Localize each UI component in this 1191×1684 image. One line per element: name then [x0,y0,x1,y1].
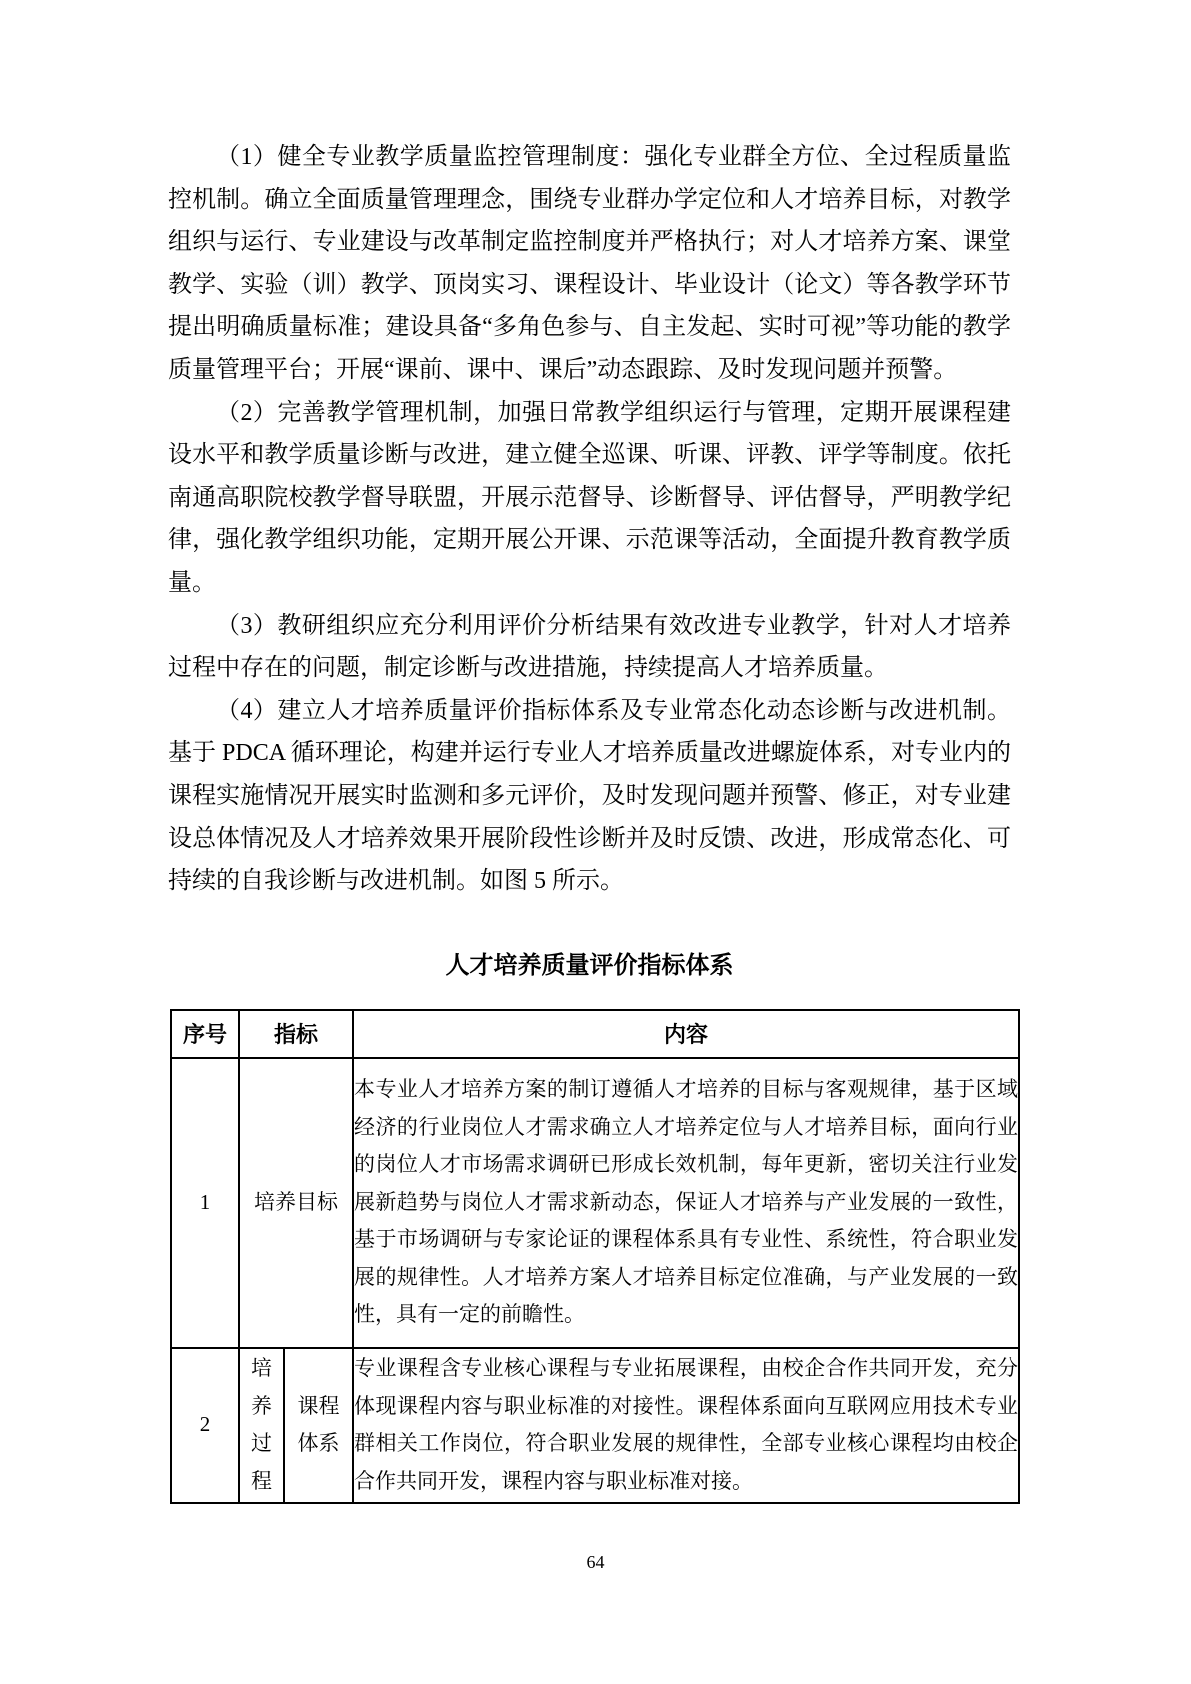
table-row [171,1348,1019,1503]
indicator-table [170,1009,1020,1504]
page-content [168,136,1019,1504]
paragraph-3: （3）教研组织应充分利用评价分析结果有效改进专业教学，针对人才培养过程中存在的问题，制定诊断与改进措施，持续提高人才培养质量。 [168,612,1011,682]
row1-content-cell: 本专业人才培养方案的制订遵循人才培养的目标与客观规律，基于区域经济的行业岗位人才需求确立人才培养定位与人才培养目标，面向行业的岗位人才市场需求调研已形成长效机制，每年更新，密切关注行业发展新趋势与岗位人才需求新动态，保证人才培养与产业发展的一致性，基于市场调研与专家论证的课程体系具有专业性、系统性，符合职业发展的规律性。人才培养方案人才培养目标定位准确，与产业发展的一致性，具有一定的前瞻性。 [353,1058,1019,1348]
row2-content-cell: 专业课程含专业核心课程与专业拓展课程，由校企合作共同开发，充分体现课程内容与职业标准的对接性。课程体系面向互联网应用技术专业群相关工作岗位，符合职业发展的规律性，全部专业核心课程均由校企合作共同开发，课程内容与职业标准对接。 [353,1348,1019,1503]
indicator-sub-label: 课程体系 [297,1393,340,1456]
row1-indicator-cell: 培养目标 [239,1058,353,1348]
row2-number-cell: 2 [171,1348,239,1503]
paragraph-4: （4）建立人才培养质量评价指标体系及专业常态化动态诊断与改进机制。基于 PDCA 循环理论，构建并运行专业人才培养质量改进螺旋体系，对专业内的课程实施情况开展实时监测和多元评价，及时发现问题并预警、修正，对专业建设总体情况及人才培养效果开展阶段性诊断并及时反馈、改进，形成常态化、可持续的自我诊断与改进机制。如图 5 所示。 [168,697,1011,895]
table-title: 人才培养质量评价指标体系 [445,952,734,979]
paragraph-2: （2）完善教学管理机制，加强日常教学组织运行与管理，定期开展课程建设水平和教学质量诊断与改进，建立健全巡课、听课、评教、评学等制度。依托南通高职院校教学督导联盟，开展示范督导、诊断督导、评估督导，严明教学纪律，强化教学组织功能，定期开展公开课、示范课等活动，全面提升教育教学质量。 [168,399,1011,596]
header-cell-number: 序号 [171,1010,239,1058]
table-row [171,1058,1019,1348]
paragraph-1: （1）健全专业教学质量监控管理制度：强化专业群全方位、全过程质量监控机制。确立全面质量管理理念，围绕专业群办学定位和人才培养目标，对教学组织与运行、专业建设与改革制定监控制度并严格执行；对人才培养方案、课堂教学、实验（训）教学、顶岗实习、课程设计、毕业设计（论文）等各教学环节提出明确质量标准；建设具备“多角色参与、自主发起、实时可视”等功能的教学质量管理平台；开展“课前、课中、课后”动态跟踪、及时发现问题并预警。 [168,144,1011,383]
page-number: 64 [586,1552,605,1572]
row1-number-cell: 1 [171,1058,239,1348]
row2-indicator-group-cell [239,1348,284,1503]
table-header-row [171,1010,1019,1058]
header-cell-indicator: 指标 [239,1010,353,1058]
row2-indicator-cell [284,1348,353,1503]
vertical-indicator-label: 培养过程 [251,1356,272,1493]
header-cell-content: 内容 [353,1010,1019,1058]
